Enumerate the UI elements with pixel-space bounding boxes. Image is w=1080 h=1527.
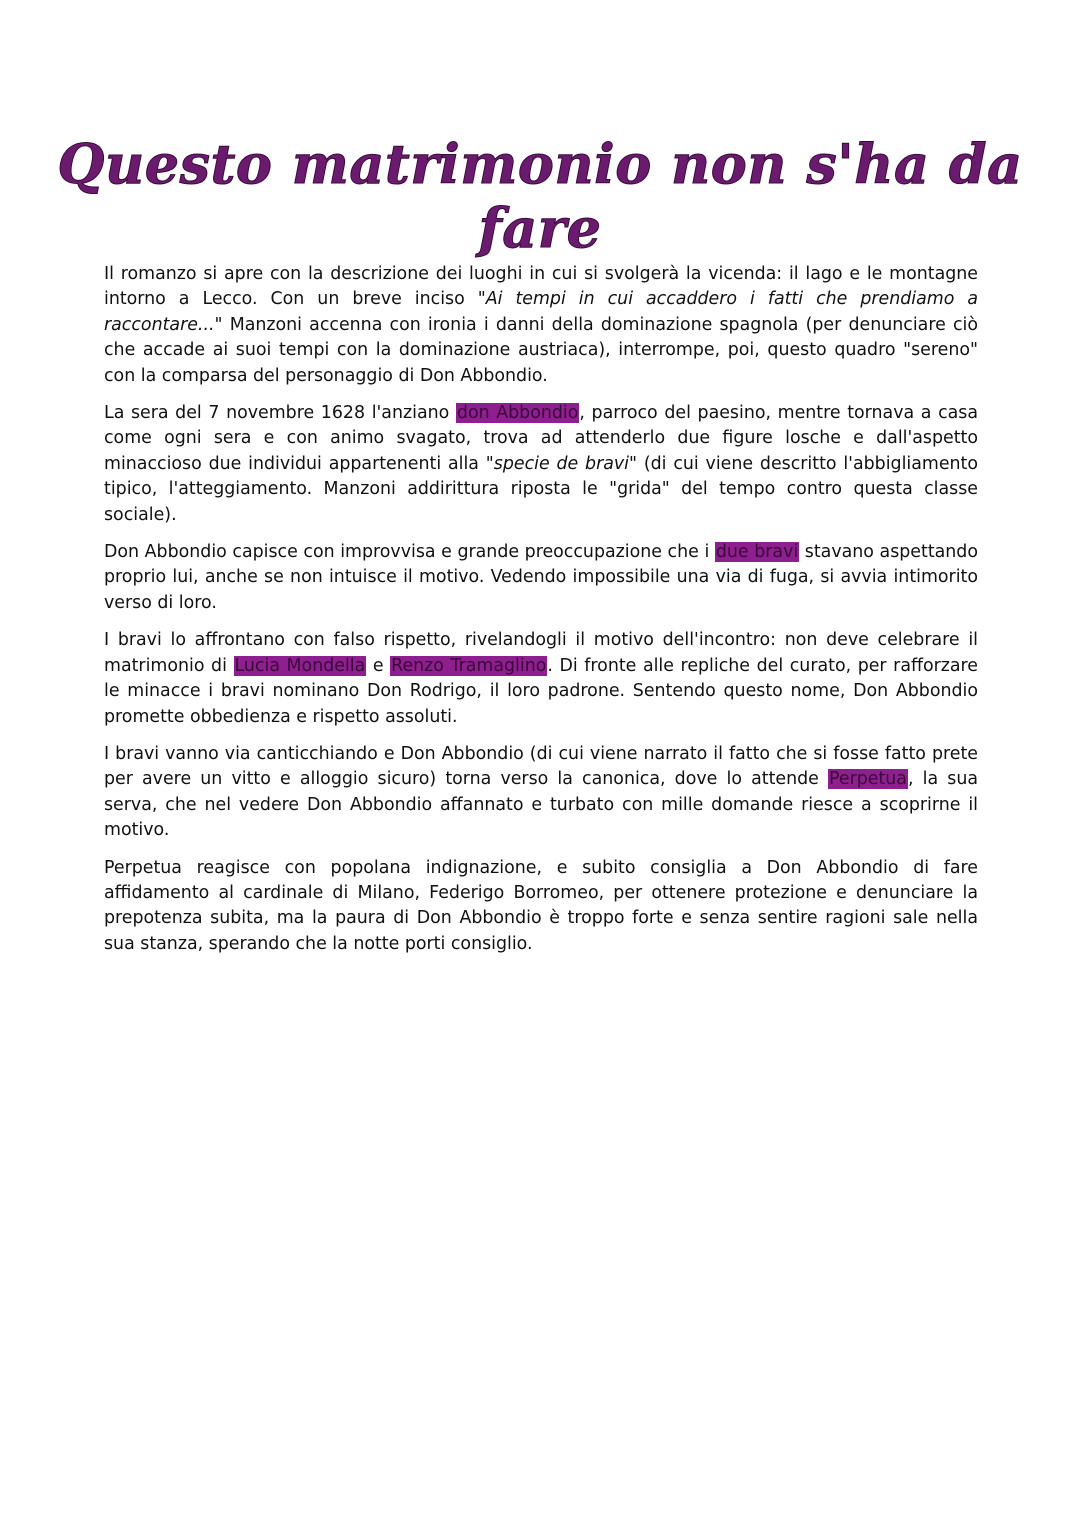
- quoted-text: Ai tempi in cui accaddero i fatti che prendiamo a raccontare...: [104, 289, 979, 335]
- document-body: [104, 262, 978, 969]
- paragraph-intro: [104, 262, 978, 389]
- quoted-text: specie de bravi: [493, 453, 630, 474]
- highlight-don-abbondio: don Abbondio: [456, 403, 579, 424]
- page-title: Questo matrimonio non s'ha da fare: [57, 132, 1023, 260]
- paragraph-bravi: [104, 540, 978, 616]
- paragraph-perpetua: [104, 742, 978, 844]
- text-run: " Manzoni accenna con ironia i danni della dominazione spagnola (per denunciare ciò che accade ai suoi tempi con la dominazione austriaca), interrompe, poi, questo quadro "sereno" con la comparsa del personaggio di Don Abbondio.: [104, 314, 978, 386]
- highlight-renzo-tramaglino: Renzo Tramaglino: [391, 655, 547, 676]
- text-run: . Di fronte alle repliche del curato, per rafforzare le minacce i bravi nominano Don Rodrigo, il loro padrone. Sentendo questo nome, Don Abbondio promette obbedienza e rispetto assoluti.: [104, 655, 978, 727]
- highlight-lucia-mondella: Lucia Mondella: [234, 655, 366, 676]
- text-run: Perpetua reagisce con popolana indignazione, e subito consiglia a Don Abbondio di fare affidamento al cardinale di Milano, Federigo Borromeo, per ottenere protezione e denunciare la prepotenza subita, ma la paura di Don Abbondio è troppo forte e senza sentire ragioni sale nella sua stanza, sperando che la notte porti consiglio.: [104, 857, 978, 954]
- paragraph-threat: [104, 628, 978, 730]
- text-run: I bravi lo affrontano con falso rispetto, rivelandogli il motivo dell'incontro: non deve celebrare il matrimonio di: [104, 630, 978, 676]
- text-run: stavano aspettando proprio lui, anche se non intuisce il motivo. Vedendo impossibile una via di fuga, si avvia intimorito verso di loro.: [104, 542, 978, 613]
- text-run: , la sua serva, che nel vedere Don Abbondio affannato e turbato con mille domande riesce a scoprirne il motivo.: [104, 769, 979, 841]
- text-run: La sera del 7 novembre 1628 l'anziano: [104, 403, 456, 424]
- text-run: e: [366, 655, 391, 676]
- paragraph-ending: [104, 856, 978, 958]
- text-run: , parroco del paesino, mentre tornava a casa come ogni sera e con animo svagato, trova ad attenderlo due figure losche e dall'aspetto minaccioso due individui appartenenti alla ": [104, 403, 979, 474]
- text-run: I bravi vanno via canticchiando e Don Abbondio (di cui viene narrato il fatto che si fosse fatto prete per avere un vitto e alloggio sicuro) torna verso la canonica, dove lo attende: [104, 743, 978, 790]
- highlight-perpetua: Perpetua: [829, 769, 907, 790]
- text-run: " (di cui viene descritto l'abbigliamento tipico, l'atteggiamento. Manzoni addirittura riposta le "grida" del tempo contro questa classe sociale).: [104, 453, 979, 525]
- highlight-due-bravi: due bravi: [715, 542, 799, 563]
- text-run: Don Abbondio capisce con improvvisa e grande preoccupazione che i: [104, 542, 715, 563]
- paragraph-evening: [104, 401, 978, 528]
- text-run: Il romanzo si apre con la descrizione dei luoghi in cui si svolgerà la vicenda: il lago e le montagne intorno a Lecco. Con un breve inciso ": [104, 264, 978, 310]
